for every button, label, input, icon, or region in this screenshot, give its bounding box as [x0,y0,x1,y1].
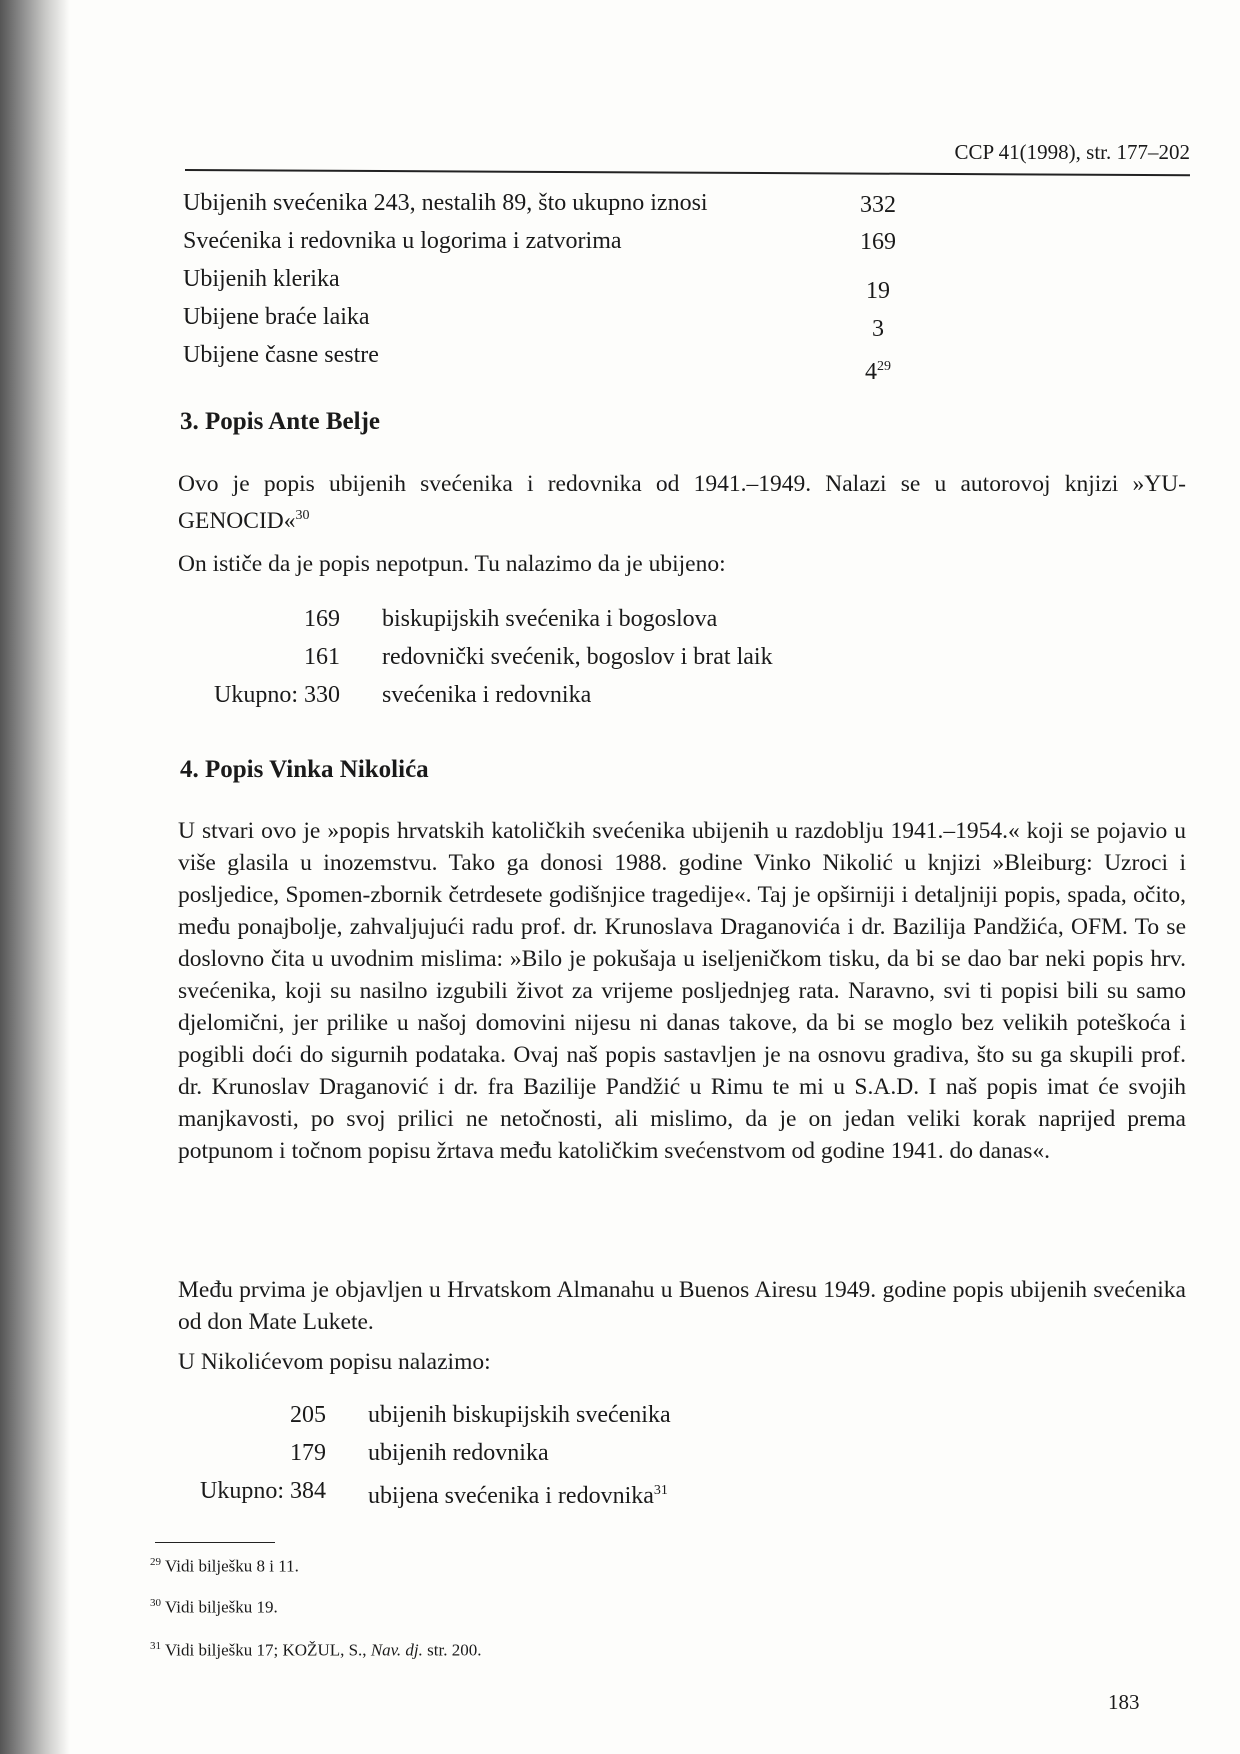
stat-value: 169 [860,229,896,255]
count-text: redovnički svećenik, bogoslov i brat laik [382,644,773,670]
stat-value: 19 [866,278,890,304]
count-row [156,1472,856,1510]
stat-label: Ubijenih klerika [183,266,340,292]
count-row [170,676,870,714]
section-4-paragraph-2: Među prvima je objavljen u Hrvatskom Almanahu u Buenos Airesu 1949. godine popis ubijenih svećenika od don Mate Lukete. [178,1277,1186,1335]
count-number: Ukupno: 330 [214,682,340,708]
count-text: ubijena svećenika i redovnika$^{31}$ [368,1483,668,1509]
count-row [170,638,870,676]
stat-row [183,184,923,222]
stat-label: Ubijenih svećenika 243, nestalih 89, što ukupno iznosi [183,190,708,216]
section-3-paragraph-1: Ovo je popis ubijenih svećenika i redovnika od 1941.–1949. Nalazi se u autorovoj knjizi »YU-GENOCID«$^{30}$ [178,471,1186,534]
stat-label: Ubijene časne sestre [183,342,379,368]
count-number: 179 [290,1440,326,1466]
stat-value: 332 [860,192,896,218]
footnote-31: $^{31}$ Vidi bilješku 17; KOŽUL, S., Nav. dj. str. 200. [150,1640,482,1660]
section-3-paragraph-2: On ističe da je popis nepotpun. Tu nalazimo da je ubijeno: [178,551,726,577]
count-row [156,1396,856,1434]
page-number: 183 [1108,1690,1140,1714]
section-4-paragraph-1: U stvari ovo je »popis hrvatskih katoličkih svećenika ubijenih u razdoblju 1941.–1954.« koji se pojavio u više glasila u inozemstvu. Tako ga donosi 1988. godine Vinko Nikolić u knjizi »Bleiburg: Uzroci i posljedice, Spomen-zbornik četrdesete godišnjice tragedije«. Taj je opširniji i detaljniji popis, spada, očito, među ponajbolje, zahvaljujući radu prof. dr. Krunoslava Draganovića i dr. Bazilija Pandžića, OFM. To se doslovno čita u uvodnim mislima: »Bilo je pokušaja u iseljeničkom tisku, da bi se dao bar neki popis hrv. svećenika, koji su nasilno izgubili život za vrijeme posljednjeg rata. Naravno, svi ti popisi bili su samo djelomični, jer prilike u našoj domovini nijesu ni danas takove, da bi se moglo bez velikih poteškoća i pogibli doći do sigurnih podataka. Ovaj naš popis sastavljen je na osnovu gradiva, što su ga skupili prof. dr. Krunoslav Draganović i dr. fra Bazilije Pandžić u Rimu te mi u S.A.D. I naš popis imat će svojih manjkavosti, po svoj prilici ne netočnosti, ali mislimo, da je on jedan veliki korak naprijed prema potpunom i točnom popisu žrtava među katoličkim svećenstvom od godine 1941. do danas«. [178,818,1186,1164]
section-4-counts [156,1396,856,1510]
stat-row [183,260,923,304]
section-3-counts [170,600,870,714]
section-4-heading: 4. Popis Vinka Nikolića [180,756,429,783]
section-3-heading: 3. Popis Ante Belje [180,408,380,435]
footnote-ref: 29 [877,359,891,374]
count-text: ubijenih biskupijskih svećenika [368,1402,671,1428]
count-number: Ukupno: 384 [200,1478,326,1504]
footnote-ref: 30 [295,508,310,523]
count-number: 169 [304,606,340,632]
stat-value: $4^{29}$ [865,359,891,385]
count-number: 205 [290,1402,326,1428]
stat-label: Ubijene braće laika [183,304,370,330]
count-row [156,1434,856,1472]
count-text: svećenika i redovnika [382,682,592,708]
stat-label: Svećenika i redovnika u logorima i zatvorima [183,228,622,254]
count-text: biskupijskih svećenika i bogoslova [382,606,718,632]
count-text: ubijenih redovnika [368,1440,549,1466]
stat-row [183,298,923,342]
stat-row [183,336,923,385]
count-row [170,600,870,638]
stat-row [183,222,923,260]
footnote-ref: 31 [653,1483,668,1498]
stats-list [183,184,923,385]
footnote-30: $^{30}$ Vidi bilješku 19. [150,1597,278,1617]
running-head: CCP 41(1998), str. 177–202 [954,140,1190,164]
section-4-paragraph-3: U Nikolićevom popisu nalazimo: [178,1349,491,1375]
footnote-29: $^{29}$ Vidi bilješku 8 i 11. [150,1556,299,1576]
footnote-rule [155,1542,275,1543]
count-number: 161 [304,644,340,670]
header-rule [185,169,1190,176]
stat-value: 3 [872,316,884,342]
